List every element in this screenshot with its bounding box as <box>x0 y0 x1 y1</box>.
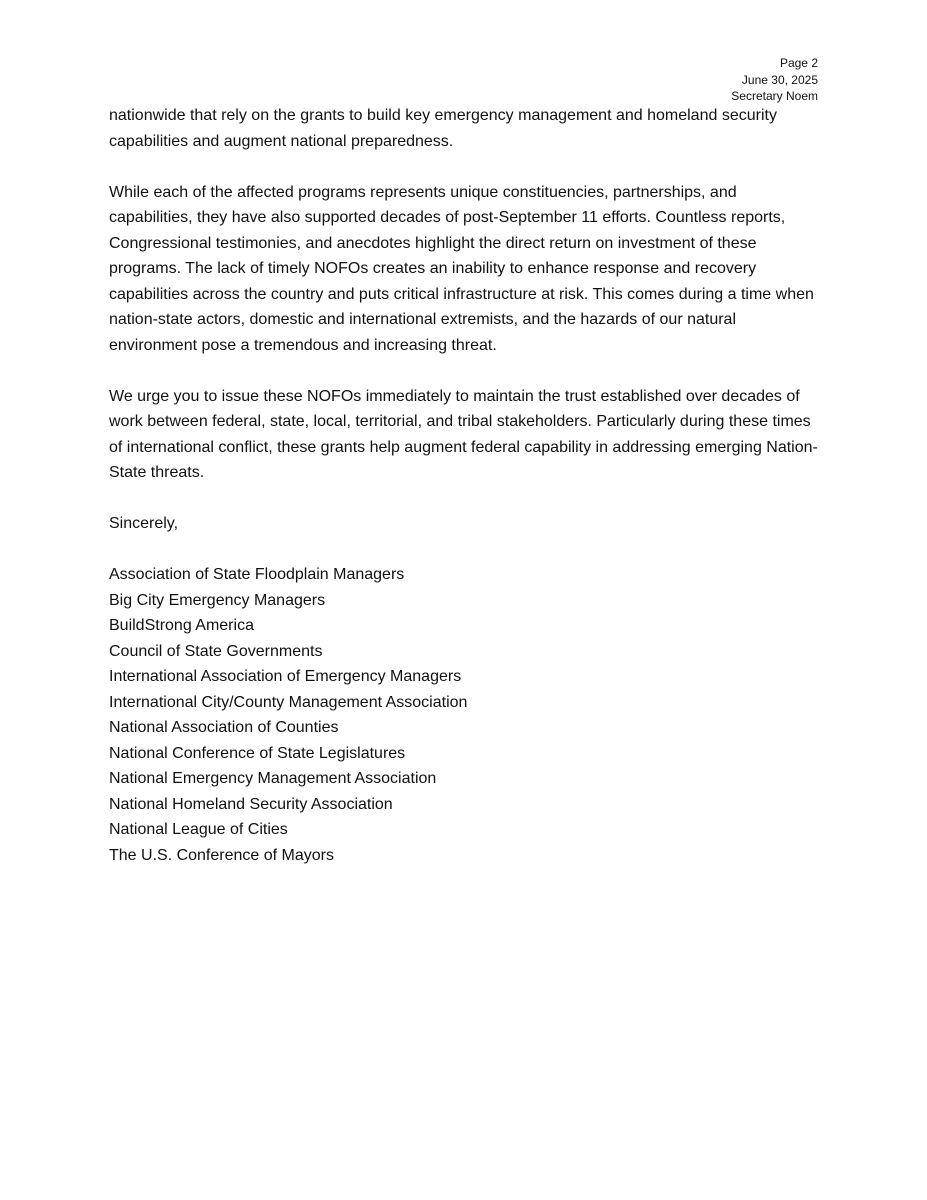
paragraph-programs: While each of the affected programs represents unique constituencies, partnerships, and capabilities, they have also supported decades of post-September 11 efforts. Countless reports, Congressional testimonies, and anecdotes highlight the direct return on investment of these programs. The lack of timely NOFOs creates an inability to enhance response and recovery capabilities across the country and puts critical infrastructure at risk. This comes during a time when nation-state actors, domestic and international extremists, and the hazards of our natural environment pose a tremendous and increasing threat. <box>109 183 814 354</box>
closing-salutation: Sincerely, <box>109 515 179 532</box>
page-number: Page 2 <box>779 56 818 70</box>
signatory-item: National Emergency Management Association <box>109 770 437 787</box>
signatory-item: National Homeland Security Association <box>109 795 393 813</box>
letter-date: June 30, 2025 <box>741 72 818 87</box>
signatory-item: National Conference of State Legislatures <box>109 744 406 762</box>
signatory-item: International City/County Management Association <box>109 693 468 711</box>
signatory-item: Council of State Governments <box>109 642 323 660</box>
paragraph-urge: We urge you to issue these NOFOs immediately to maintain the trust established over decades of work between federal, state, local, territorial, and tribal stakeholders. Particularly during these times of international conflict, these grants help augment federal capability in addressing emerging Nation-State threats. <box>109 387 818 481</box>
signatory-item: International Association of Emergency Managers <box>109 668 462 685</box>
signatory-item: Association of State Floodplain Managers <box>109 566 405 583</box>
signatory-item: National Association of Counties <box>109 719 339 736</box>
paragraph-continuation: nationwide that rely on the grants to build key emergency management and homeland security capabilities and augment national preparedness. <box>109 107 777 150</box>
letter-body <box>109 103 821 868</box>
signatory-item: The U.S. Conference of Mayors <box>109 846 334 864</box>
signatory-item: Big City Emergency Managers <box>109 591 326 609</box>
page-header <box>731 55 818 105</box>
signatory-item: BuildStrong America <box>109 617 254 634</box>
letter-recipient: Secretary Noem <box>731 89 818 103</box>
signatory-item: National League of Cities <box>109 821 288 838</box>
signatory-list <box>109 562 821 868</box>
